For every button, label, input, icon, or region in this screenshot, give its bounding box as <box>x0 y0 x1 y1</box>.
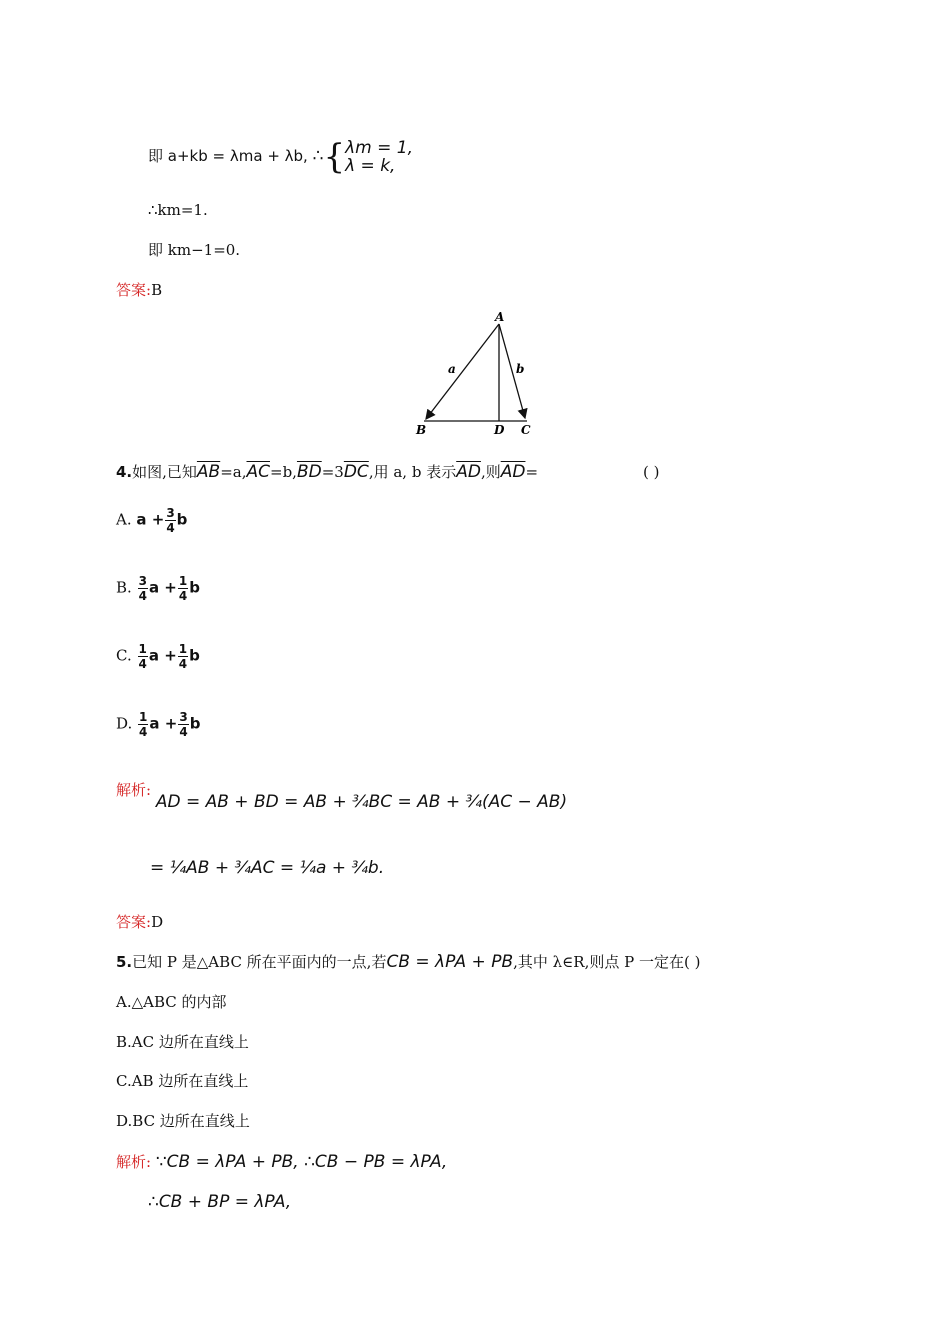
sol3-system <box>345 139 413 175</box>
sol3-line1 <box>148 136 413 176</box>
option-label: C. <box>116 1072 132 1090</box>
q4-text-pre: 如图,已知 <box>132 463 197 481</box>
label-a: a <box>448 362 456 376</box>
answer-value: D <box>151 913 164 931</box>
q4-stem <box>116 462 538 482</box>
label-C: C <box>521 423 531 437</box>
sol3-prefix: 即 <box>148 147 164 165</box>
analysis-expr-2: ∴CB + BP = λPA, <box>148 1192 292 1212</box>
option-term2: b <box>189 578 200 597</box>
option-text: AC 边所在直线上 <box>131 1033 249 1051</box>
option-term2: b <box>189 714 201 733</box>
q4-option-C <box>116 642 200 682</box>
vector-a <box>426 324 499 419</box>
q4-vec-AB: $\overline{AB}$ <box>196 462 221 482</box>
sol3-brace: { <box>323 137 346 177</box>
option-term1: a + <box>148 646 177 665</box>
sol3-line2: ∴km=1. <box>148 201 208 219</box>
q5-option-C <box>116 1071 248 1091</box>
triangle-figure <box>410 310 550 440</box>
q4-text-post: ,则 <box>480 463 501 481</box>
option-label: D. <box>116 1112 133 1130</box>
q5-number: 5. <box>116 953 133 971</box>
q5-stem <box>116 952 700 972</box>
option-label: A. <box>116 993 132 1011</box>
q4-eq-a: =a, <box>220 463 247 481</box>
q4-eq-3: =3 <box>321 463 344 481</box>
sol3-sys-row2: λ = k, <box>345 156 396 176</box>
q4-vec-AC: $\overline{AC}$ <box>246 462 270 482</box>
label-D: D <box>494 423 505 437</box>
sol3-sys-row1: λm = 1, <box>345 138 413 158</box>
q4-vec-DC: $\overline{DC}$ <box>343 462 369 482</box>
q4-option-A <box>116 506 187 546</box>
option-text: △ABC 的内部 <box>131 993 227 1011</box>
q5-option-D <box>116 1111 250 1131</box>
option-fraction: $\frac{3}{4}$ <box>179 710 188 739</box>
q5-option-A <box>116 992 227 1012</box>
option-fraction: $\frac{1}{4}$ <box>178 642 188 671</box>
q4-eq-b: =b, <box>270 463 297 481</box>
q4-option-D <box>116 710 200 750</box>
option-term2: b <box>176 510 188 529</box>
q4-answer <box>116 912 163 932</box>
option-label: B. <box>116 578 132 597</box>
option-text: AB 边所在直线上 <box>131 1072 249 1090</box>
option-fraction: $\frac{1}{4}$ <box>178 574 188 603</box>
q4-analysis-line1 <box>116 780 567 820</box>
q4-vec-AD2: $\overline{AD}$ <box>500 462 526 482</box>
option-term2: b <box>189 646 200 665</box>
option-text: BC 边所在直线上 <box>132 1112 250 1130</box>
option-label: A. <box>116 510 132 529</box>
option-label: B. <box>116 1033 132 1051</box>
answer-label: 答案: <box>116 281 152 299</box>
q4-analysis-line2 <box>150 858 384 888</box>
q4-text-mid: ,用 a, b 表示 <box>368 463 457 481</box>
q4-vec-BD: $\overline{BD}$ <box>296 462 322 482</box>
option-fraction: $\frac{1}{4}$ <box>139 710 148 739</box>
q4-number: 4. <box>116 463 133 481</box>
option-label: C. <box>116 646 132 665</box>
sol3-line3: 即 km−1=0. <box>148 241 241 259</box>
sol3-expr: a+kb = λma + λb, <box>167 147 308 165</box>
option-term1: a + <box>136 510 165 529</box>
answer-label: 答案: <box>116 913 152 931</box>
q4-option-B <box>116 574 200 614</box>
q5-option-B <box>116 1032 249 1052</box>
option-term1: a + <box>149 714 178 733</box>
option-fraction: $\frac{3}{4}$ <box>166 506 175 535</box>
label-A: A <box>495 310 505 324</box>
option-fraction: $\frac{3}{4}$ <box>138 574 147 603</box>
analysis-label: 解析: <box>116 1153 152 1171</box>
analysis-expr-2: = ¼AB + ¾AC = ¼a + ¾b. <box>150 858 385 878</box>
q5-analysis-line2 <box>148 1192 291 1212</box>
q5-expr: CB = λPA + PB <box>386 952 514 972</box>
sol3-answer <box>116 280 162 300</box>
q5-text2: ,其中 λ∈R,则点 P 一定在( ) <box>513 953 701 971</box>
q4-vec-AD: $\overline{AD}$ <box>456 462 481 482</box>
q5-text: 已知 P 是△ABC 所在平面内的一点,若 <box>132 953 387 971</box>
analysis-label: 解析: <box>116 781 152 799</box>
q5-analysis-line1 <box>116 1152 447 1172</box>
q4-paren: ( ) <box>643 463 660 481</box>
label-B: B <box>416 423 427 437</box>
analysis-expr-1: AD = AB + BD = AB + ¾BC = AB + ¾(AC − AB) <box>155 792 568 812</box>
label-b: b <box>516 362 525 376</box>
sol3-therefore: ∴ <box>312 146 324 166</box>
option-term1: a + <box>148 578 177 597</box>
option-label: D. <box>116 714 133 733</box>
answer-value: B <box>151 281 163 299</box>
analysis-expr-1: ∵CB = λPA + PB, ∴CB − PB = λPA, <box>155 1152 448 1172</box>
q4-eq-end: = <box>525 463 539 481</box>
option-fraction: $\frac{1}{4}$ <box>138 642 147 671</box>
